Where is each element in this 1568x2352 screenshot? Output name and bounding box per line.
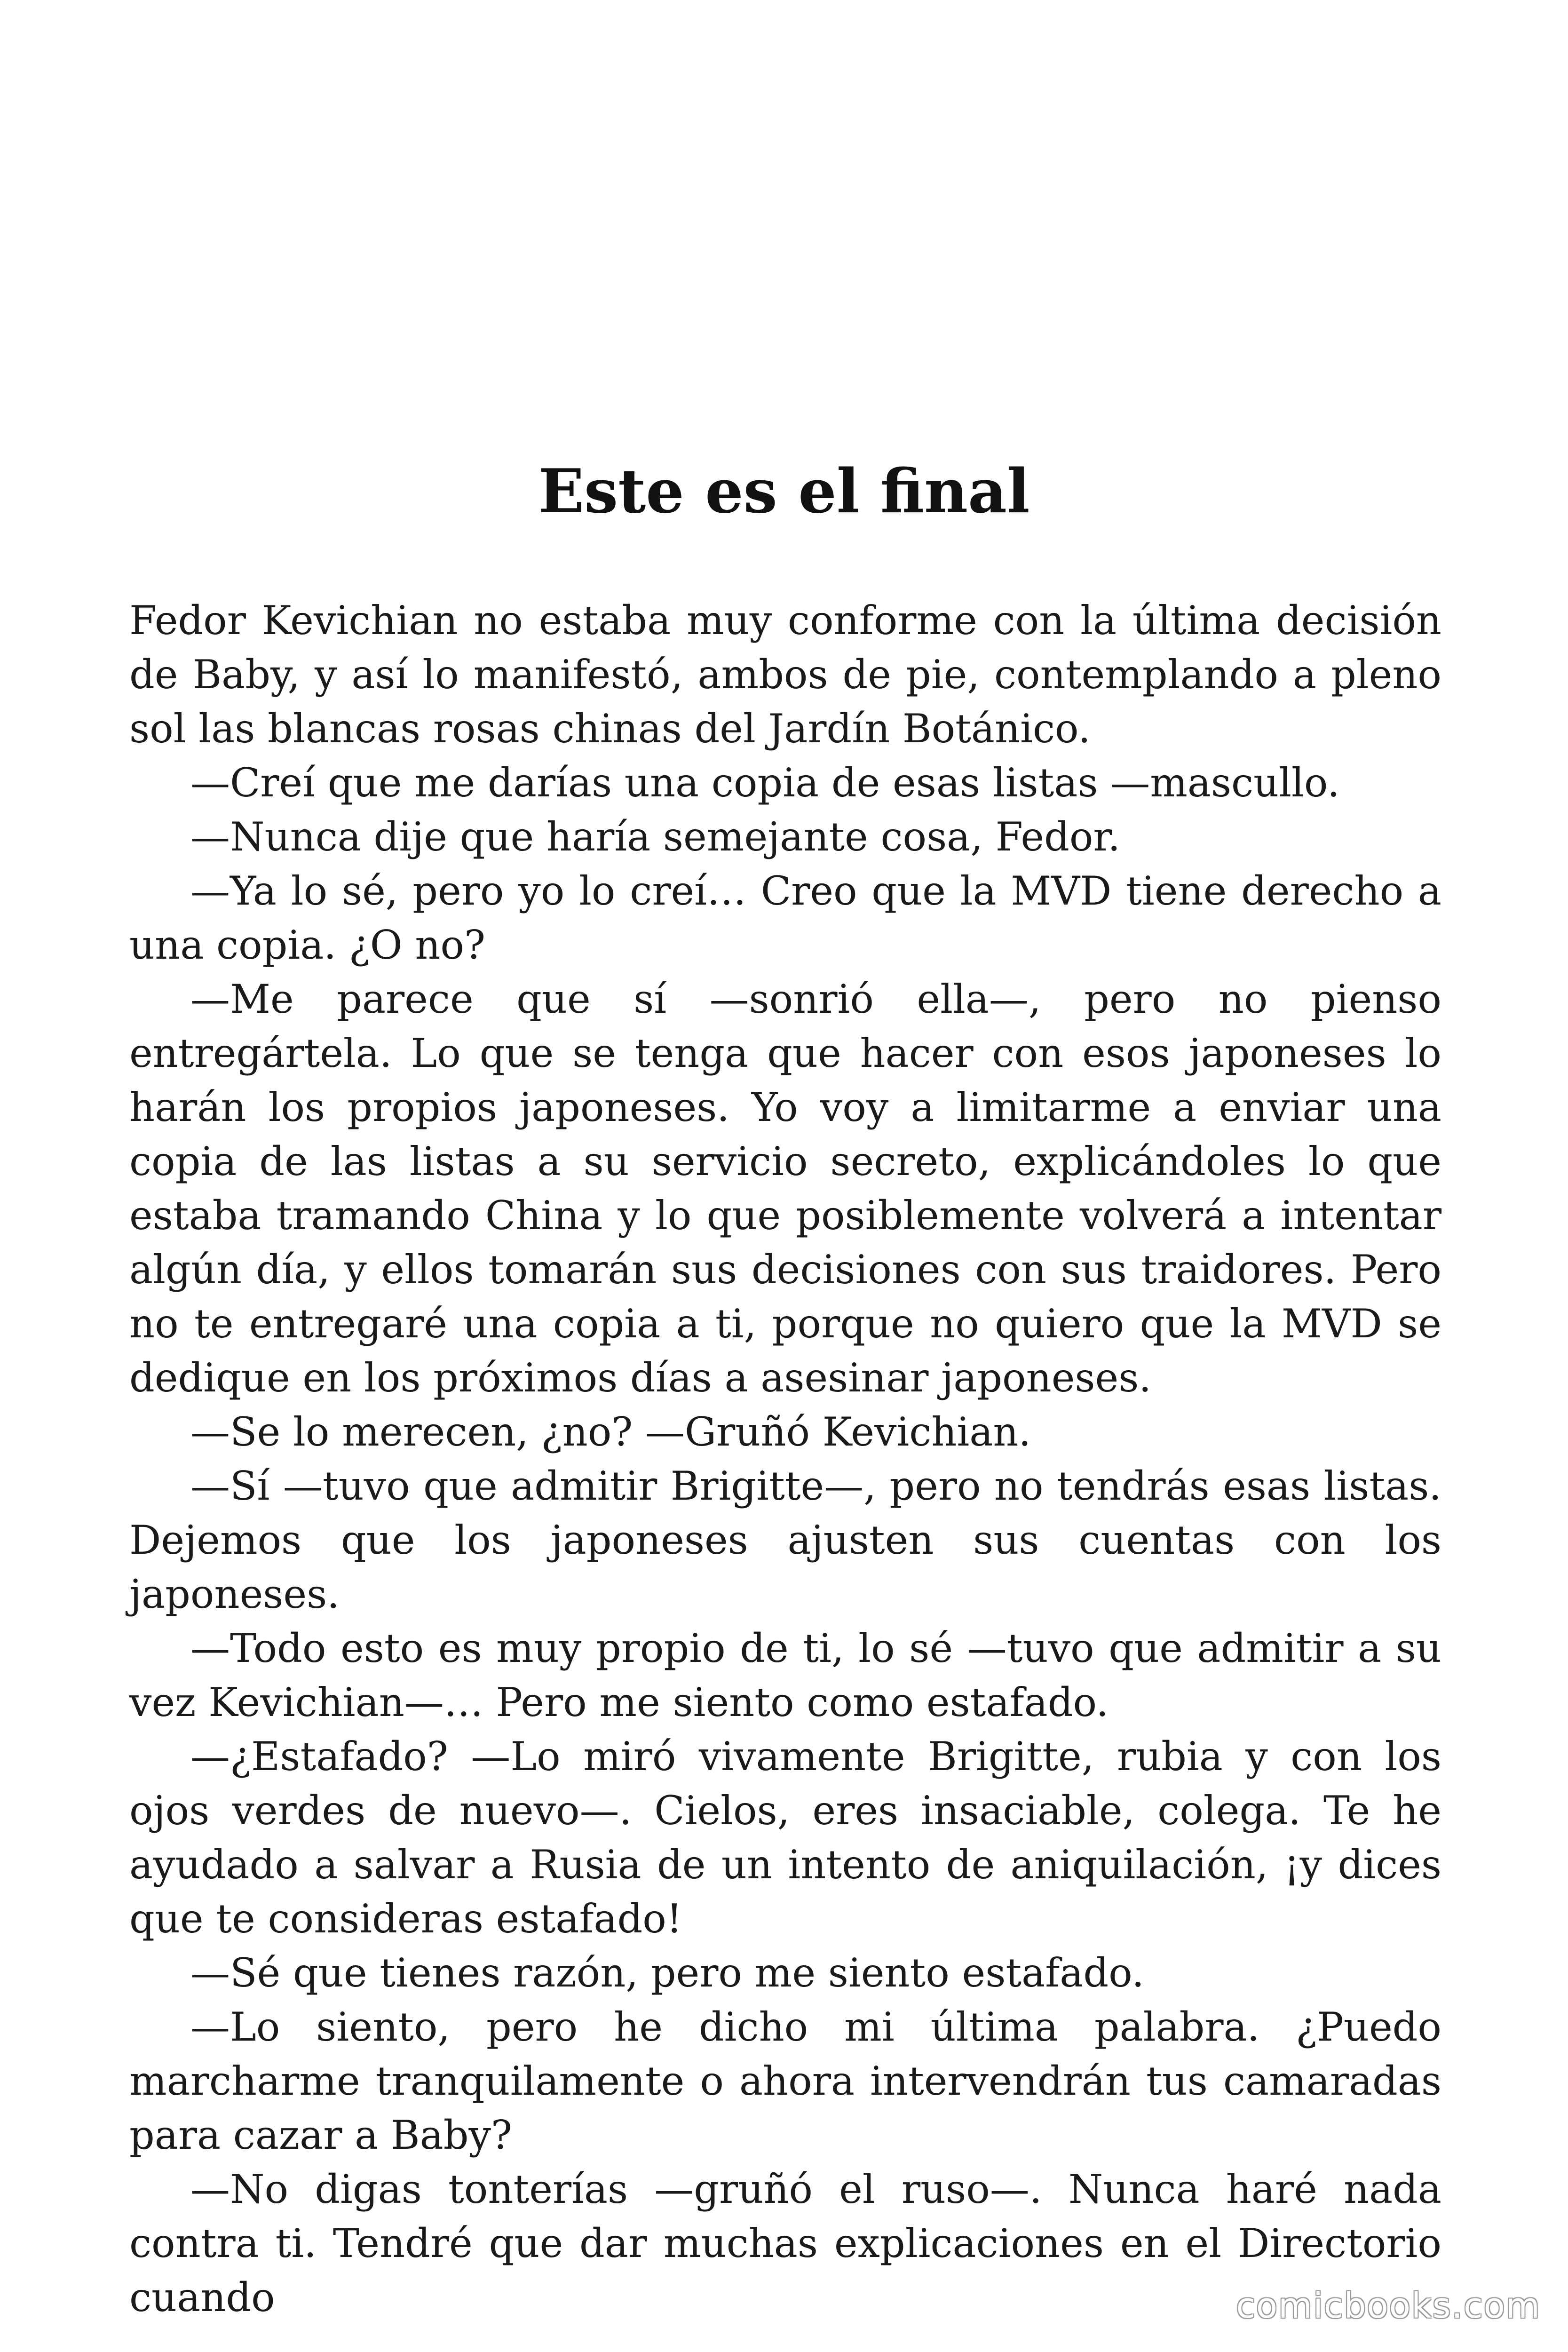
paragraph: —Sé que tienes razón, pero me siento estafado. bbox=[190, 1950, 1144, 1996]
paragraph: —Se lo merecen, ¿no? —Gruñó Kevichian. bbox=[190, 1409, 1031, 1455]
site-watermark: comicbooks.com bbox=[1236, 2286, 1541, 2326]
paragraph: —No digas tonterías —gruñó el ruso—. Nunca haré nada contra ti. Tendré que dar muchas explicaciones en el Directorio cuando bbox=[129, 2166, 1441, 2320]
paragraph: —Creí que me darías una copia de esas listas —mascullo. bbox=[190, 760, 1340, 806]
paragraph: —Me parece que sí —sonrió ella—, pero no pienso entregártela. Lo que se tenga que hacer con esos japoneses lo harán los propios japoneses. Yo voy a limitarme a enviar una copia de las listas a su servicio secreto, explicándoles lo que estaba tramando China y lo que posiblemente volverá a intentar algún día, y ellos tomarán sus decisiones con sus traidores. Pero no te entregaré una copia a ti, porque no quiero que la MVD se dedique en los próximos días a asesinar japoneses. bbox=[129, 976, 1441, 1401]
chapter-body bbox=[129, 594, 1441, 2325]
paragraph: —Lo siento, pero he dicho mi última palabra. ¿Puedo marcharme tranquilamente o ahora intervendrán tus camaradas para cazar a Baby? bbox=[129, 2004, 1441, 2158]
paragraph: —Nunca dije que haría semejante cosa, Fedor. bbox=[190, 814, 1121, 860]
paragraph: —¿Estafado? —Lo miró vivamente Brigitte, rubia y con los ojos verdes de nuevo—. Cielos, eres insaciable, colega. Te he ayudado a salvar a Rusia de un intento de aniquilación, ¡y dices que te consideras estafado! bbox=[129, 1733, 1441, 1942]
paragraph: —Sí —tuvo que admitir Brigitte—, pero no tendrás esas listas. Dejemos que los japoneses ajusten sus cuentas con los japoneses. bbox=[129, 1463, 1441, 1617]
chapter-title: Este es el final bbox=[538, 456, 1030, 527]
paragraph: —Todo esto es muy propio de ti, lo sé —tuvo que admitir a su vez Kevichian—… Pero me siento como estafado. bbox=[129, 1625, 1441, 1725]
paragraph: Fedor Kevichian no estaba muy conforme con la última decisión de Baby, y así lo manifestó, ambos de pie, contemplando a pleno sol las blancas rosas chinas del Jardín Botánico. bbox=[129, 597, 1441, 752]
paragraph: —Ya lo sé, pero yo lo creí… Creo que la MVD tiene derecho a una copia. ¿O no? bbox=[129, 868, 1441, 968]
